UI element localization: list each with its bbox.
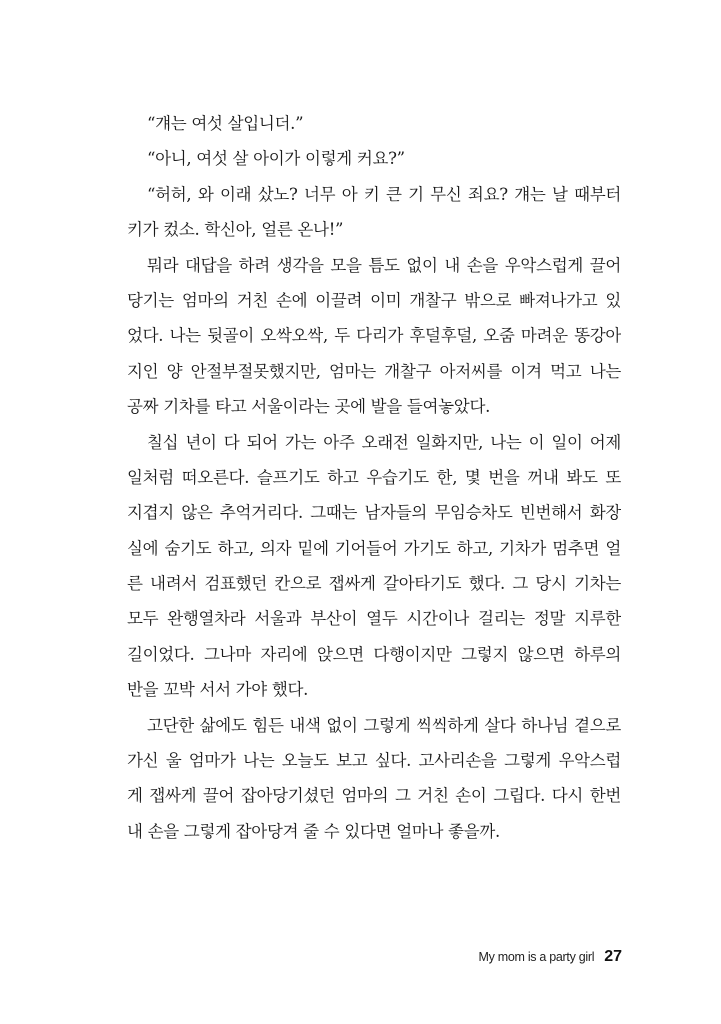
text-line: 당기는 엄마의 거친 손에 이끌려 이미 개찰구 밖으로 빠져나가고 있	[127, 290, 621, 310]
text-line: 반을 꼬박 서서 가야 했다.	[127, 680, 309, 700]
text-line: “허허, 와 이래 샀노? 너무 아 키 큰 기 무신 죄요? 걔는 날 때부터	[147, 184, 621, 204]
text-line: 가신 울 엄마가 나는 오늘도 보고 싶다. 고사리손을 그렇게 우악스럽	[127, 751, 621, 771]
text-line: 모두 완행열차라 서울과 부산이 열두 시간이나 걸리는 정말 지루한	[127, 609, 621, 629]
text-line: 공짜 기차를 타고 서울이라는 곳에 발을 들여놓았다.	[127, 397, 491, 417]
text-line: 칠십 년이 다 되어 가는 아주 오래전 일화지만, 나는 이 일이 어제	[147, 432, 621, 452]
page-number: 27	[604, 948, 622, 965]
text-line: 지겹지 않은 추억거리다. 그때는 남자들의 무임승차도 빈번해서 화장	[127, 503, 621, 523]
body-text	[127, 111, 621, 854]
text-line: 길이었다. 그나마 자리에 앉으면 다행이지만 그렇지 않으면 하루의	[127, 644, 621, 664]
text-line: 고단한 삶에도 힘든 내색 없이 그렇게 씩씩하게 살다 하나님 곁으로	[147, 715, 621, 735]
text-line: 지인 양 안절부절못했지만, 엄마는 개찰구 아저씨를 이겨 먹고 나는	[127, 361, 621, 381]
text-line: 키가 컸소. 학신아, 얼른 온나!”	[127, 220, 344, 240]
text-line: 일처럼 떠오른다. 슬프기도 하고 우습기도 한, 몇 번을 꺼내 봐도 또	[127, 467, 621, 487]
text-line: 게 잽싸게 끌어 잡아당기셨던 엄마의 그 거친 손이 그립다. 다시 한번	[127, 786, 621, 806]
text-line: 뭐라 대답을 하려 생각을 모을 틈도 없이 내 손을 우악스럽게 끌어	[147, 255, 621, 275]
text-line: 내 손을 그렇게 잡아당겨 줄 수 있다면 얼마나 좋을까.	[127, 821, 500, 841]
running-title: My mom is a party girl	[478, 950, 595, 964]
text-line: 었다. 나는 뒷골이 오싹오싹, 두 다리가 후덜후덜, 오줌 마려운 똥강아	[127, 326, 621, 346]
page-footer	[479, 948, 622, 966]
text-line: 실에 숨기도 하고, 의자 밑에 기어들어 가기도 하고, 기차가 멈추면 얼	[127, 538, 621, 558]
text-line: “아니, 여섯 살 아이가 이렇게 커요?”	[147, 149, 405, 169]
text-line: 른 내려서 검표했던 칸으로 잽싸게 갈아타기도 했다. 그 당시 기차는	[127, 574, 621, 594]
text-line: “걔는 여섯 살입니더.”	[147, 114, 304, 133]
